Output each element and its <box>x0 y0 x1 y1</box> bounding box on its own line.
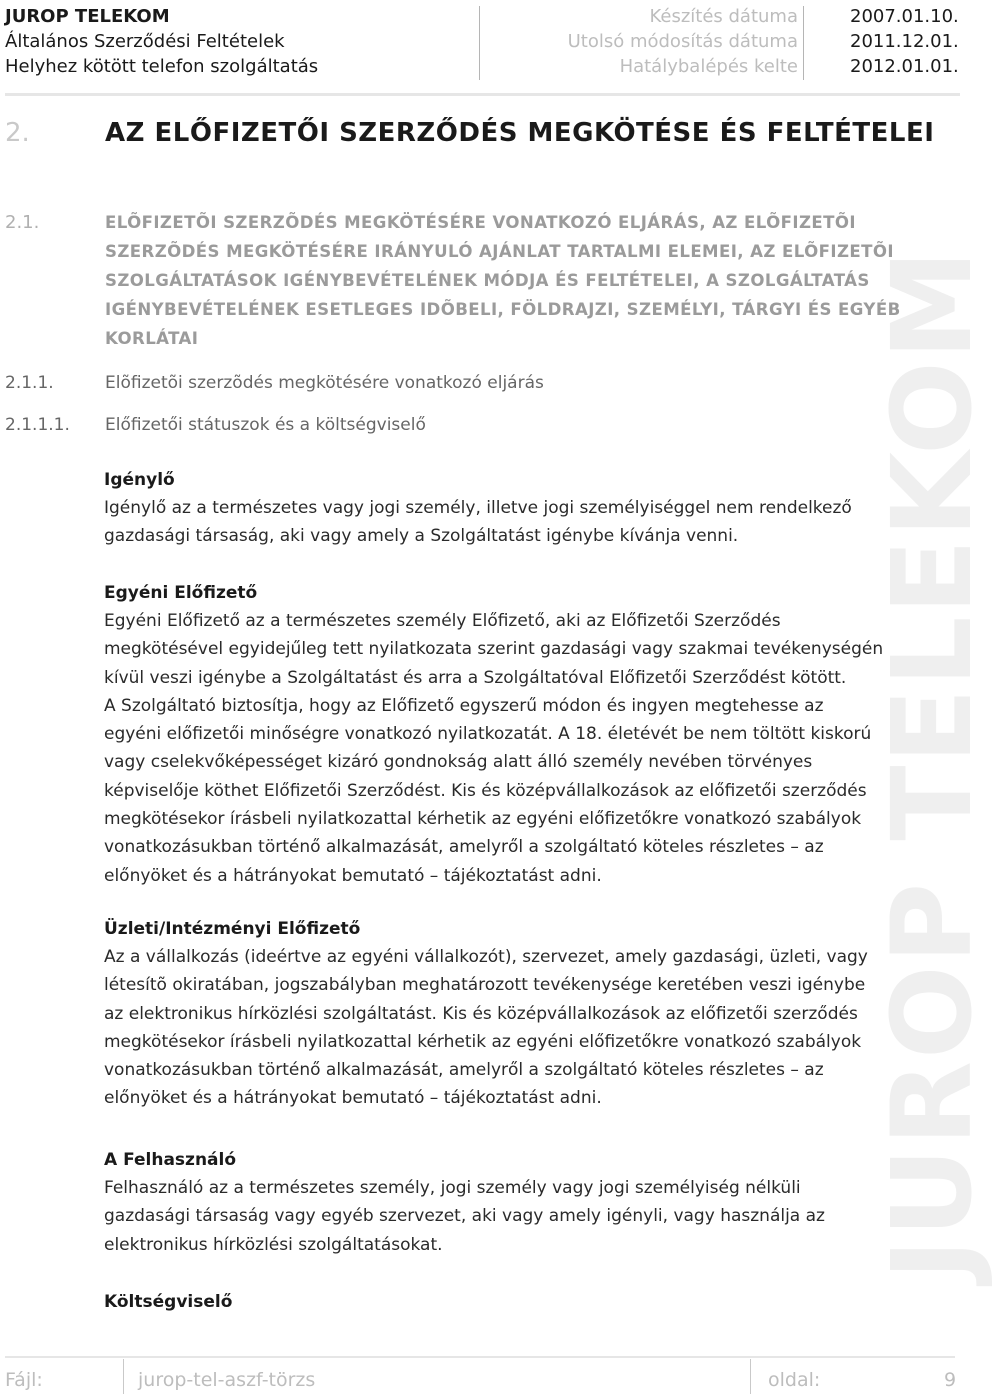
document-subtitle: Helyhez kötött telefon szolgáltatás <box>5 56 319 77</box>
section-number: 2. <box>5 118 30 148</box>
subsection-title-line: SZERZÕDÉS MEGKÖTÉSÉRE IRÁNYULÓ AJÁNLAT TARTALMI ELEMEI, AZ ELÕFIZETÕI <box>105 242 894 261</box>
file-label: Fájl: <box>5 1369 43 1391</box>
footer-divider <box>123 1359 124 1394</box>
header-date-labels <box>485 4 798 79</box>
created-label: Készítés dátuma <box>649 6 798 27</box>
definition-line: előnyöket és a hátrányokat bemutató – tájékoztatást adni. <box>104 865 602 886</box>
header-left <box>5 4 318 79</box>
effective-label: Hatálybalépés kelte <box>619 56 798 77</box>
subsection-title <box>105 208 950 353</box>
definition-egyeni-elofizeto <box>104 579 954 890</box>
paragraph-title: Előfizetői státuszok és a költségviselő <box>105 415 426 435</box>
definition-line: kívül veszi igénybe a Szolgáltatást és arra a Szolgáltatóval Előfizetői Szerződést kötött. <box>104 667 847 688</box>
subsection-title-line: IGÉNYBEVÉTELÉNEK ESETLEGES IDÕBELI, FÖLDRAJZI, SZEMÉLYI, TÁRGYI ÉS EGYÉB <box>105 300 901 319</box>
created-date: 2007.01.10. <box>850 6 959 27</box>
definition-title: Egyéni Előfizető <box>104 583 258 603</box>
definition-title: Igénylő <box>104 470 175 490</box>
page-label: oldal: <box>768 1369 821 1391</box>
modified-label: Utolsó módosítás dátuma <box>567 31 798 52</box>
definition-line: vonatkozásukban történő alkalmazását, amelyről a szolgáltató köteles részletes – az <box>104 837 824 858</box>
definition-line: az elektronikus hírközlési szolgáltatást. Kis és középvállalkozások az előfizetői szerződés <box>104 1003 858 1024</box>
subsection-title-line: KORLÁTAI <box>105 329 199 348</box>
definition-title: Költségviselő <box>104 1292 233 1312</box>
definition-line: képviselője köthet Előfizetői Szerződést. Kis és középvállalkozások az előfizetői szerződés <box>104 780 867 801</box>
definition-line: megkötésével egyidejűleg tett nyilatkozata szerint gazdasági vagy szakmai tevékenységén <box>104 639 884 660</box>
footer-rule <box>5 1356 955 1358</box>
paragraph-number: 2.1.1.1. <box>5 415 70 435</box>
definition-line: A Szolgáltató biztosítja, hogy az Előfizető egyszerű módon és ingyen megtehesse az <box>104 695 824 716</box>
section-title: AZ ELŐFIZETŐI SZERZŐDÉS MEGKÖTÉSE ÉS FELTÉTELEI <box>105 118 935 148</box>
page-number: 9 <box>944 1369 957 1391</box>
company-name: JUROP TELEKOM <box>5 6 170 27</box>
definition-line: Igénylő az a természetes vagy jogi személy, illetve jogi személyiséggel nem rendelkező <box>104 498 852 518</box>
subsubsection-title: Elõfizetõi szerzõdés megkötésére vonatkozó eljárás <box>105 373 544 393</box>
effective-date: 2012.01.01. <box>850 56 959 77</box>
definition-line: elektronikus hírközlési szolgáltatásokat. <box>104 1234 443 1255</box>
watermark: JUROP TELEKOM <box>868 247 996 1280</box>
definition-line: előnyöket és a hátrányokat bemutató – tájékoztatást adni. <box>104 1088 602 1109</box>
definition-felhasznalo <box>104 1146 954 1259</box>
definition-line: Felhasználó az a természetes személy, jogi személy vagy jogi személyiség nélküli <box>104 1178 801 1198</box>
modified-date: 2011.12.01. <box>850 31 959 52</box>
definition-title: A Felhasználó <box>104 1150 237 1170</box>
definition-igenylo <box>104 466 954 551</box>
header-date-values <box>850 4 959 79</box>
definition-line: Egyéni Előfizető az a természetes személy Előfizető, aki az Előfizetői Szerződés <box>104 611 781 631</box>
definition-title: Üzleti/Intézményi Előfizető <box>104 919 361 939</box>
subsection-title-line: SZOLGÁLTATÁSOK IGÉNYBEVÉTELÉNEK MÓDJA ÉS FELTÉTELEI, A SZOLGÁLTATÁS <box>105 271 870 290</box>
definition-line: megkötésekor írásbeli nyilatkozattal kérhetik az egyéni előfizetőkre vonatkozó szabályok <box>104 809 862 830</box>
file-name: jurop-tel-aszf-törzs <box>138 1369 316 1391</box>
footer-divider <box>750 1359 751 1394</box>
definition-line: megkötésekor írásbeli nyilatkozattal kérhetik az egyéni előfizetőkre vonatkozó szabályok <box>104 1031 862 1052</box>
document-header <box>5 4 959 78</box>
subsection-number: 2.1. <box>5 212 40 233</box>
header-divider <box>479 6 480 80</box>
definition-uzleti-elofizeto <box>104 915 954 1113</box>
definition-line: létesítõ okiratában, jogszabályban meghatározott tevékenysége keretében veszi igénybe <box>104 975 866 996</box>
document-title: Általános Szerződési Feltételek <box>5 31 285 52</box>
definition-line: Az a vállalkozás (ideértve az egyéni vállalkozót), szervezet, amely gazdasági, üzleti, vagy <box>104 947 868 967</box>
definition-line: vagy cselekvőképességet kizáró gondnokság alatt álló személy nevében törvényes <box>104 752 813 773</box>
definition-line: gazdasági társaság, aki vagy amely a Szolgáltatást igénybe kívánja venni. <box>104 526 739 547</box>
header-divider <box>803 6 804 80</box>
definition-koltsegviselo <box>104 1288 954 1316</box>
subsection-title-line: ELÕFIZETÕI SZERZÕDÉS MEGKÖTÉSÉRE VONATKOZÓ ELJÁRÁS, AZ ELÕFIZETÕI <box>105 213 856 232</box>
definition-line: vonatkozásukban történő alkalmazását, amelyről a szolgáltató köteles részletes – az <box>104 1060 824 1081</box>
definition-line: egyéni előfizetői minőségre vonatkozó nyilatkozatát. A 18. életévét be nem töltött kiskorú <box>104 724 872 745</box>
subsubsection-number: 2.1.1. <box>5 373 54 393</box>
definition-line: gazdasági társaság vagy egyéb szervezet, aki vagy amely igényli, vagy használja az <box>104 1206 825 1227</box>
header-rule <box>5 93 960 96</box>
